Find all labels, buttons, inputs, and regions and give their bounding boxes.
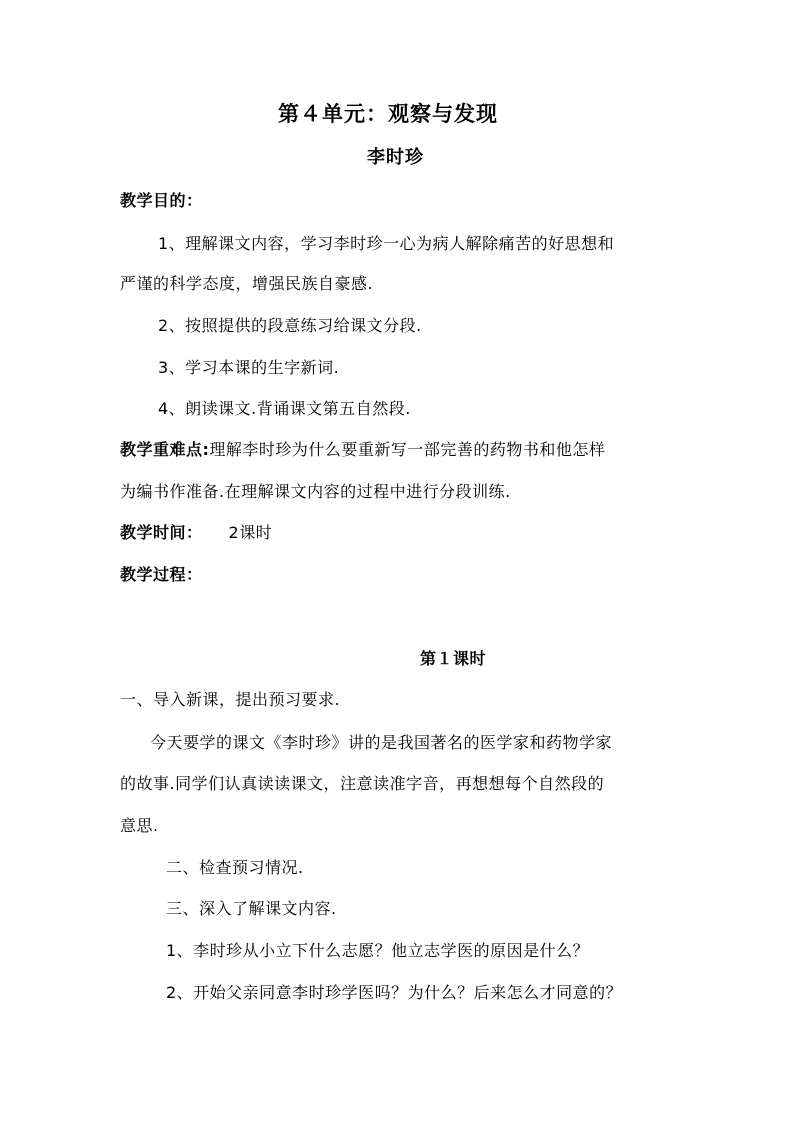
objective-4: 4、朗读课文.背诵课文第五自然段. <box>158 399 411 418</box>
objective-3: 3、学习本课的生字新词. <box>158 358 340 377</box>
question-2: 2、开始父亲同意李时珍学医吗？为什么？后来怎么才同意的？ <box>166 983 623 1002</box>
objective-1-line-1: 1、理解课文内容，学习李时珍一心为病人解除痛苦的好思想和 <box>158 234 615 253</box>
key-points-text-1: 理解李时珍为什么要重新写一部完善的药物书和他怎样 <box>209 440 606 459</box>
time-label: 教学时间： <box>120 523 203 542</box>
objectives-heading: 教学目的： <box>120 191 203 210</box>
process-heading: 教学过程： <box>120 565 203 584</box>
intro-paragraph-line-1: 今天要学的课文《李时珍》讲的是我国著名的医学家和药物学家 <box>150 733 613 752</box>
question-1: 1、李时珍从小立下什么志愿？他立志学医的原因是什么？ <box>166 941 590 960</box>
intro-paragraph-line-3: 意思. <box>120 816 159 835</box>
step-3: 三、深入了解课文内容. <box>166 899 337 918</box>
key-points-label: 教学重难点: <box>120 440 210 459</box>
step-2: 二、检查预习情况. <box>166 858 304 877</box>
objective-1-line-2: 严谨的科学态度，增强民族自豪感. <box>120 274 374 293</box>
objective-2: 2、按照提供的段意练习给课文分段. <box>158 316 422 335</box>
intro-paragraph-line-2: 的故事.同学们认真读读课文，注意读准字音，再想想每个自然段的 <box>120 774 605 793</box>
time-row <box>120 522 272 544</box>
key-points-line-2: 为编书作准备.在理解课文内容的过程中进行分段训练. <box>120 482 511 501</box>
step-1: 一、导入新课，提出预习要求. <box>120 690 341 709</box>
key-points-line-1 <box>120 439 605 461</box>
page-title: 第４单元：观察与发现 <box>278 102 498 126</box>
lesson-subtitle: 李时珍 <box>367 147 424 168</box>
time-value: 2课时 <box>228 523 273 542</box>
lesson-1-heading: 第１课时 <box>420 649 487 668</box>
